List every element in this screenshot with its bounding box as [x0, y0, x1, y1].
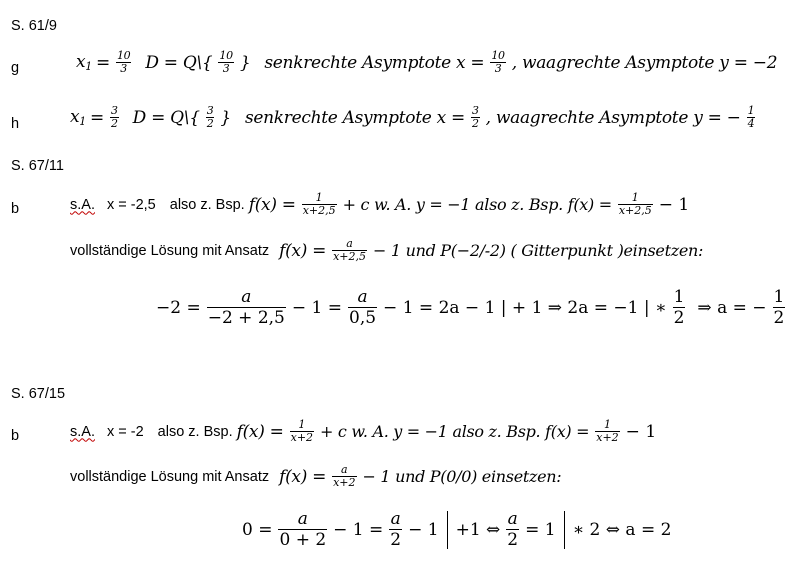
spellcheck-word-sa: s.A.	[70, 196, 95, 213]
label-h: h	[11, 116, 20, 132]
line-b2-equation: 0 = $\frac{a}{0 + 2}$ − 1 = $\frac{a}{2}$ − 1 +1 ⇔ $\frac{a}{2}$ = 1 ∗ 2 ⇔ a = 2	[242, 509, 672, 550]
vertical-bar	[447, 511, 448, 549]
line-b2-first: s.A. x = -2 also z. Bsp. f(x) = $\frac{1}{x+2}$ + c w. A. y = −1 also z. Bsp. f(x) = $\frac{1}{x+2}$ − 1	[70, 418, 657, 444]
label-g: g	[11, 60, 20, 76]
section-heading-67-11: S. 67/11	[11, 158, 64, 174]
line-b1-second: vollständige Lösung mit Ansatz f(x) = $\frac{a}{x+2,5}$ − 1 und P(−2/-2) ( Gitterpunkt )einsetzen:	[70, 237, 704, 263]
equation-h: $x_1$ = $\frac{3}{2}$ D = Q\{ $\frac{3}{2}$ } senkrechte Asymptote x = $\frac{3}{2}$ , waagrechte Asymptote y = − $\frac{1}{4}$	[70, 104, 755, 130]
line-b2-second: vollständige Lösung mit Ansatz f(x) = $\frac{a}{x+2}$ − 1 und P(0/0) einsetzen:	[70, 463, 562, 489]
line-b1-first: s.A. x = -2,5 also z. Bsp. f(x) = $\frac{1}{x+2,5}$ + c w. A. y = −1 also z. Bsp. f(x) = $\frac{1}{x+2,5}$ − 1	[70, 191, 690, 217]
vertical-bar-2	[564, 511, 565, 549]
label-b-1: b	[11, 201, 20, 217]
equation-g: $x_1$ = $\frac{10}{3}$ D = Q\{ $\frac{10}{3}$ } senkrechte Asymptote x = $\frac{10}{3}$ , waagrechte Asymptote y = −2	[76, 49, 778, 75]
section-heading-61-9: S. 61/9	[11, 18, 57, 34]
label-b-2: b	[11, 428, 20, 444]
spellcheck-word-sa-2: s.A.	[70, 423, 95, 440]
line-b1-equation: −2 = $\frac{a}{-2 + 2,5}$ − 1 = $\frac{a}{0,5}$ − 1 = 2a − 1 | + 1 ⇒ 2a = −1 | ∗ $\frac{1}{2}$ ⇒ a = − $\frac{1}{2}$	[156, 287, 785, 328]
section-heading-67-15: S. 67/15	[11, 386, 66, 402]
